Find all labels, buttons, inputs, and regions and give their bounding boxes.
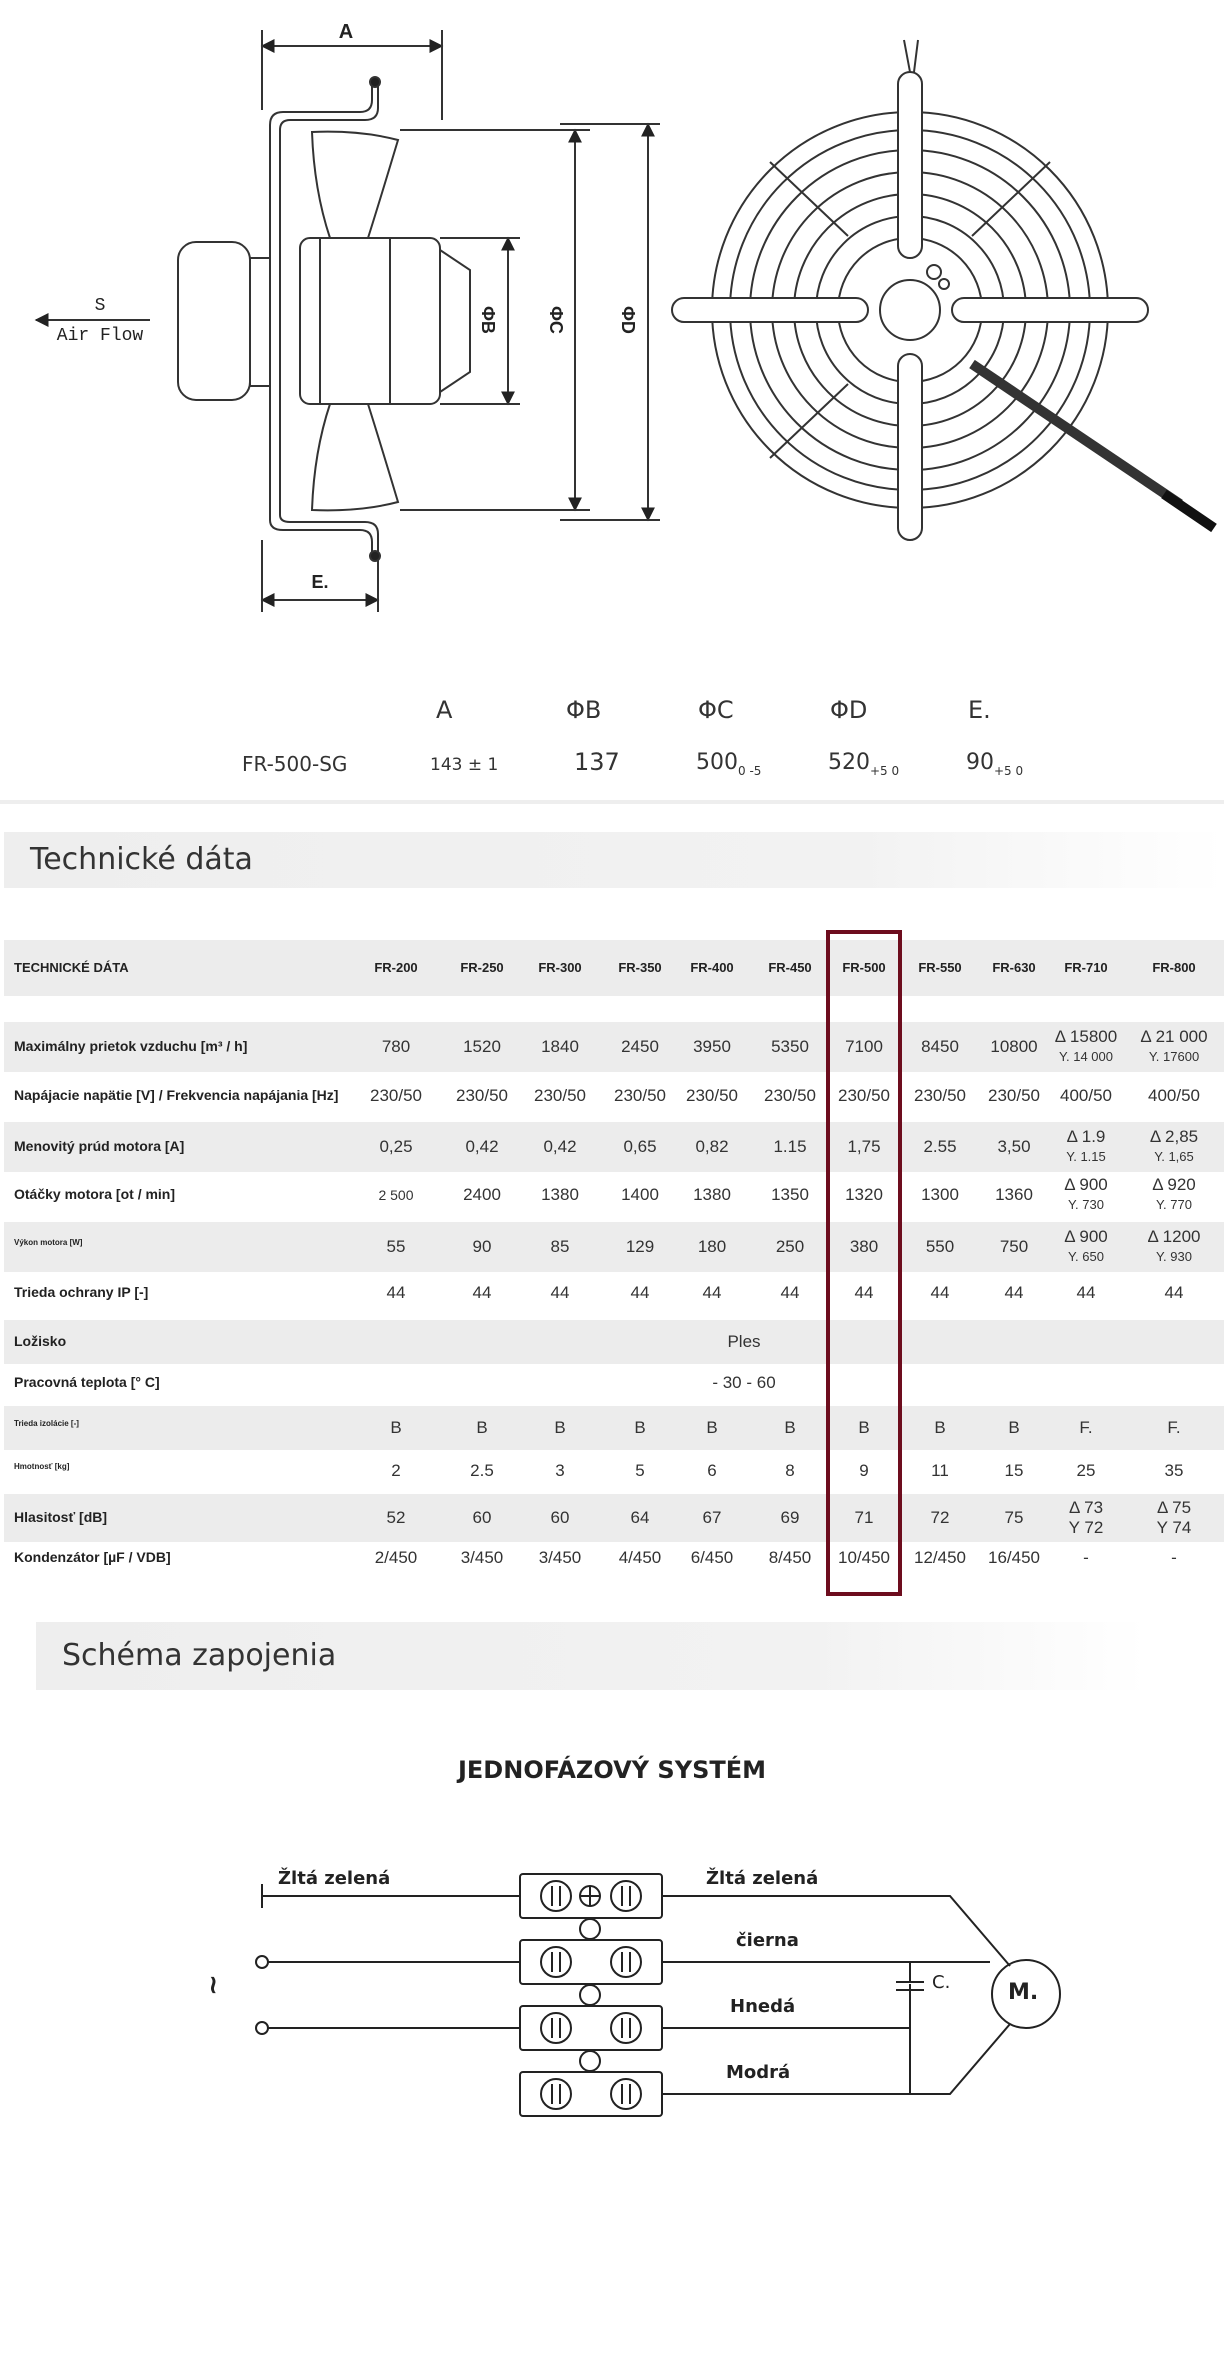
wiring-section-header <box>36 1622 1146 1690</box>
row-label: Trieda izolácie [-] <box>14 1419 79 1428</box>
row-label: Trieda ochrany IP [-] <box>14 1284 149 1300</box>
airflow-s-label: S <box>94 296 106 316</box>
left-ground-label: Žltá zelená <box>278 1868 391 1889</box>
star-value: Y. 1,65 <box>1154 1149 1194 1164</box>
value-cell: 44 <box>630 1283 650 1302</box>
star-delta-cell <box>1128 1127 1220 1167</box>
value-cell: 69 <box>780 1508 800 1527</box>
delta-value: Δ 1200 <box>1147 1227 1201 1246</box>
dim-d-value: $520_{+5 0}$ <box>828 750 900 778</box>
value-cell: 0,42 <box>543 1137 577 1156</box>
star-delta-cell <box>1040 1498 1132 1538</box>
value-cell: 2/450 <box>374 1548 418 1567</box>
value-cell: 230/50 <box>686 1086 738 1105</box>
value-cell: F. <box>1167 1418 1181 1437</box>
fr-500-highlight-frame <box>826 930 902 1596</box>
table-row <box>4 1450 1224 1492</box>
star-delta-cell <box>1040 1227 1132 1267</box>
motor-label: M. <box>1008 1980 1039 2005</box>
value-cell: 44 <box>1004 1283 1024 1302</box>
value-cell: F. <box>1079 1418 1093 1437</box>
value-cell: B <box>476 1418 488 1437</box>
value-cell: B <box>934 1418 946 1437</box>
value-cell: 3/450 <box>538 1548 582 1567</box>
table-row <box>4 1022 1224 1072</box>
value-cell: 230/50 <box>534 1086 586 1105</box>
model-header-cell: FR-800 <box>1152 960 1196 975</box>
value-cell: 2.5 <box>470 1461 494 1480</box>
table-row <box>4 1362 1224 1404</box>
row-label: Maximálny prietok vzduchu [m³ / h] <box>14 1038 248 1054</box>
value-cell: 129 <box>625 1237 655 1256</box>
wire-label-blue: Modrá <box>726 2062 791 2083</box>
dim-header-b: ΦB <box>566 696 602 724</box>
star-delta-cell <box>1040 1175 1132 1215</box>
table-row <box>4 1538 1224 1578</box>
value-cell: 44 <box>854 1283 874 1302</box>
star-delta-cell <box>1128 1227 1220 1267</box>
dim-c-value: $500_{0 -5}$ <box>696 750 762 778</box>
value-cell: 1.15 <box>773 1137 807 1156</box>
wiring-svg <box>0 1700 1224 2220</box>
value-cell: B <box>1008 1418 1020 1437</box>
value-cell: 230/50 <box>838 1086 890 1105</box>
star-value: Y. 17600 <box>1148 1049 1200 1064</box>
value-cell: 44 <box>1076 1283 1096 1302</box>
model-header-cell: FR-350 <box>618 960 662 975</box>
value-cell: 0,65 <box>623 1137 657 1156</box>
dim-header-e: E. <box>968 696 991 724</box>
value-cell: 2 <box>391 1461 401 1480</box>
system-title: JEDNOFÁZOVÝ SYSTÉM <box>457 1756 766 1784</box>
value-cell: B <box>634 1418 646 1437</box>
tech-section-header <box>4 832 1224 888</box>
dim-a-label: A <box>338 21 354 43</box>
value-cell: 64 <box>630 1508 650 1527</box>
fan-technical-drawing <box>0 0 1224 620</box>
value-cell: 55 <box>386 1237 406 1256</box>
value-cell: 5350 <box>771 1037 809 1056</box>
star-delta-cell <box>1128 1498 1220 1538</box>
value-cell: 400/50 <box>1060 1086 1112 1105</box>
value-cell: 67 <box>702 1508 722 1527</box>
value-cell: 60 <box>550 1508 570 1527</box>
value-cell: 230/50 <box>370 1086 422 1105</box>
span-value-cell: - 30 - 60 <box>712 1373 776 1392</box>
model-header-cell: FR-200 <box>374 960 418 975</box>
value-cell: 60 <box>472 1508 492 1527</box>
value-cell: 85 <box>550 1237 570 1256</box>
value-cell: 44 <box>386 1283 406 1302</box>
table-header-label: TECHNICKÉ DÁTA <box>14 960 129 975</box>
value-cell: 3/450 <box>460 1548 504 1567</box>
wire-label-black: čierna <box>736 1930 799 1951</box>
value-cell: B <box>390 1418 402 1437</box>
value-cell: 0,25 <box>379 1137 413 1156</box>
star-value: Y. 1.15 <box>1066 1149 1106 1164</box>
delta-value: Δ 920 <box>1152 1175 1196 1194</box>
ac-tilde-symbol: ~ <box>197 1974 228 1996</box>
value-cell: 44 <box>930 1283 950 1302</box>
dim-b-value: 137 <box>574 748 620 776</box>
row-label: Menovitý prúd motora [A] <box>14 1138 185 1154</box>
delta-value: Δ 900 <box>1064 1227 1108 1246</box>
star-delta-cell <box>1040 1127 1132 1167</box>
star-value: Y. 650 <box>1068 1249 1104 1264</box>
value-cell: 1300 <box>921 1185 959 1204</box>
dim-header-a: A <box>436 696 453 724</box>
value-cell: 3 <box>555 1461 565 1480</box>
value-cell: 44 <box>1164 1283 1184 1302</box>
value-cell: 180 <box>697 1237 727 1256</box>
table-row <box>4 1274 1224 1312</box>
value-cell: 44 <box>472 1283 492 1302</box>
star-value: Y. 730 <box>1068 1197 1104 1212</box>
dim-e-label: E. <box>311 572 329 592</box>
value-cell: 1,75 <box>847 1137 881 1156</box>
dim-header-d: ΦD <box>830 696 868 724</box>
value-cell: 2450 <box>621 1037 659 1056</box>
delta-value: Δ 75 <box>1156 1498 1192 1517</box>
model-header-cell: FR-250 <box>460 960 504 975</box>
star-value: Y 74 <box>1156 1518 1192 1537</box>
row-label: Hmotnosť [kg] <box>14 1462 70 1471</box>
fan-drawing-svg <box>0 0 1224 620</box>
value-cell: B <box>858 1418 870 1437</box>
value-cell: 1320 <box>845 1185 883 1204</box>
value-cell: 35 <box>1164 1461 1184 1480</box>
capacitor-label: C. <box>932 1972 951 1993</box>
wiring-section-title: Schéma zapojenia <box>62 1638 337 1673</box>
table-header-row <box>4 940 1224 996</box>
value-cell: 16/450 <box>988 1548 1040 1567</box>
value-cell: 6/450 <box>690 1548 734 1567</box>
row-label: Ložisko <box>14 1333 67 1349</box>
row-label: Otáčky motora [ot / min] <box>14 1186 176 1202</box>
value-cell: 230/50 <box>614 1086 666 1105</box>
wire-label-brown: Hnedá <box>730 1996 796 2017</box>
row-label: Pracovná teplota [° C] <box>14 1374 160 1390</box>
value-cell: 2 500 <box>378 1187 414 1203</box>
value-cell: 8 <box>785 1461 795 1480</box>
star-value: Y 72 <box>1068 1518 1104 1537</box>
value-cell: 4/450 <box>618 1548 662 1567</box>
delta-value: Δ 21 000 <box>1140 1027 1208 1046</box>
table-row <box>4 1122 1224 1172</box>
dim-header-c: ΦC <box>698 696 734 724</box>
table-row <box>4 1076 1224 1116</box>
value-cell: 230/50 <box>988 1086 1040 1105</box>
span-value-cell: Ples <box>727 1332 761 1351</box>
value-cell: 230/50 <box>456 1086 508 1105</box>
value-cell: 3950 <box>693 1037 731 1056</box>
value-cell: 44 <box>702 1283 722 1302</box>
value-cell: 1840 <box>541 1037 579 1056</box>
table-row <box>4 1406 1224 1450</box>
value-cell: 0,82 <box>695 1137 729 1156</box>
delta-value: Δ 15800 <box>1054 1027 1118 1046</box>
dim-e-value: $90_{+5 0}$ <box>966 750 1024 778</box>
value-cell: 9 <box>859 1461 869 1480</box>
dim-a-value: 143 ± 1 <box>430 755 499 775</box>
model-header-cell: FR-500 <box>842 960 886 975</box>
value-cell: - <box>1083 1548 1089 1567</box>
model-header-cell: FR-300 <box>538 960 582 975</box>
value-cell: 2400 <box>463 1185 501 1204</box>
star-value: Y. 14 000 <box>1059 1049 1113 1064</box>
value-cell: 5 <box>635 1461 645 1480</box>
table-row <box>4 1170 1224 1220</box>
star-delta-cell <box>1128 1027 1220 1067</box>
value-cell: 400/50 <box>1148 1086 1200 1105</box>
value-cell: B <box>784 1418 796 1437</box>
value-cell: 3,50 <box>997 1137 1031 1156</box>
value-cell: 71 <box>854 1508 874 1527</box>
value-cell: 1520 <box>463 1037 501 1056</box>
value-cell: 8450 <box>921 1037 959 1056</box>
value-cell: 1400 <box>621 1185 659 1204</box>
tech-section-title: Technické dáta <box>30 842 253 877</box>
dim-b-label: ΦB <box>478 306 498 334</box>
value-cell: 7100 <box>845 1037 883 1056</box>
value-cell: B <box>706 1418 718 1437</box>
row-label: Hlasitosť [dB] <box>14 1509 108 1525</box>
row-label: Výkon motora [W] <box>14 1238 83 1247</box>
dim-d-label: ΦD <box>618 306 638 334</box>
value-cell: 25 <box>1076 1461 1096 1480</box>
dim-model: FR-500-SG <box>242 752 348 776</box>
value-cell: B <box>554 1418 566 1437</box>
value-cell: 11 <box>931 1461 949 1480</box>
wiring-diagram <box>0 1700 1224 2220</box>
divider <box>0 800 1224 804</box>
row-label: Napájacie napätie [V] / Frekvencia napájania [Hz] <box>14 1087 339 1103</box>
airflow-label: Air Flow <box>56 326 144 346</box>
row-label: Kondenzátor [µF / VDB] <box>14 1549 171 1565</box>
value-cell: 44 <box>780 1283 800 1302</box>
table-row <box>4 1494 1224 1542</box>
value-cell: 1380 <box>693 1185 731 1204</box>
value-cell: 780 <box>381 1037 411 1056</box>
value-cell: 230/50 <box>764 1086 816 1105</box>
value-cell: 0,42 <box>465 1137 499 1156</box>
value-cell: 2.55 <box>923 1137 957 1156</box>
value-cell: 75 <box>1004 1508 1024 1527</box>
wire-label-yellow-green: Žltá zelená <box>706 1868 819 1889</box>
table-row <box>4 1320 1224 1364</box>
model-header-cell: FR-400 <box>690 960 734 975</box>
value-cell: 90 <box>472 1237 492 1256</box>
star-value: Y. 930 <box>1156 1249 1192 1264</box>
value-cell: 52 <box>386 1508 406 1527</box>
value-cell: 380 <box>849 1237 879 1256</box>
delta-value: Δ 73 <box>1068 1498 1104 1517</box>
value-cell: 15 <box>1004 1461 1024 1480</box>
model-header-cell: FR-450 <box>768 960 812 975</box>
value-cell: 230/50 <box>914 1086 966 1105</box>
star-value: Y. 770 <box>1156 1197 1192 1212</box>
model-header-cell: FR-630 <box>992 960 1036 975</box>
value-cell: 1360 <box>995 1185 1033 1204</box>
dim-c-label: ΦC <box>546 306 566 334</box>
delta-value: Δ 2,85 <box>1149 1127 1199 1146</box>
value-cell: 10800 <box>990 1037 1038 1056</box>
value-cell: 8/450 <box>768 1548 812 1567</box>
value-cell: 550 <box>925 1237 955 1256</box>
value-cell: 44 <box>550 1283 570 1302</box>
model-header-cell: FR-710 <box>1064 960 1108 975</box>
value-cell: - <box>1171 1548 1177 1567</box>
model-header-cell: FR-550 <box>918 960 962 975</box>
star-delta-cell <box>1128 1175 1220 1215</box>
delta-value: Δ 1.9 <box>1066 1127 1106 1146</box>
delta-value: Δ 900 <box>1064 1175 1108 1194</box>
star-delta-cell <box>1040 1027 1132 1067</box>
value-cell: 12/450 <box>914 1548 966 1567</box>
value-cell: 750 <box>999 1237 1029 1256</box>
value-cell: 10/450 <box>838 1548 890 1567</box>
value-cell: 6 <box>707 1461 717 1480</box>
value-cell: 1380 <box>541 1185 579 1204</box>
value-cell: 250 <box>775 1237 805 1256</box>
value-cell: 72 <box>930 1508 950 1527</box>
table-row <box>4 1222 1224 1272</box>
value-cell: 1350 <box>771 1185 809 1204</box>
